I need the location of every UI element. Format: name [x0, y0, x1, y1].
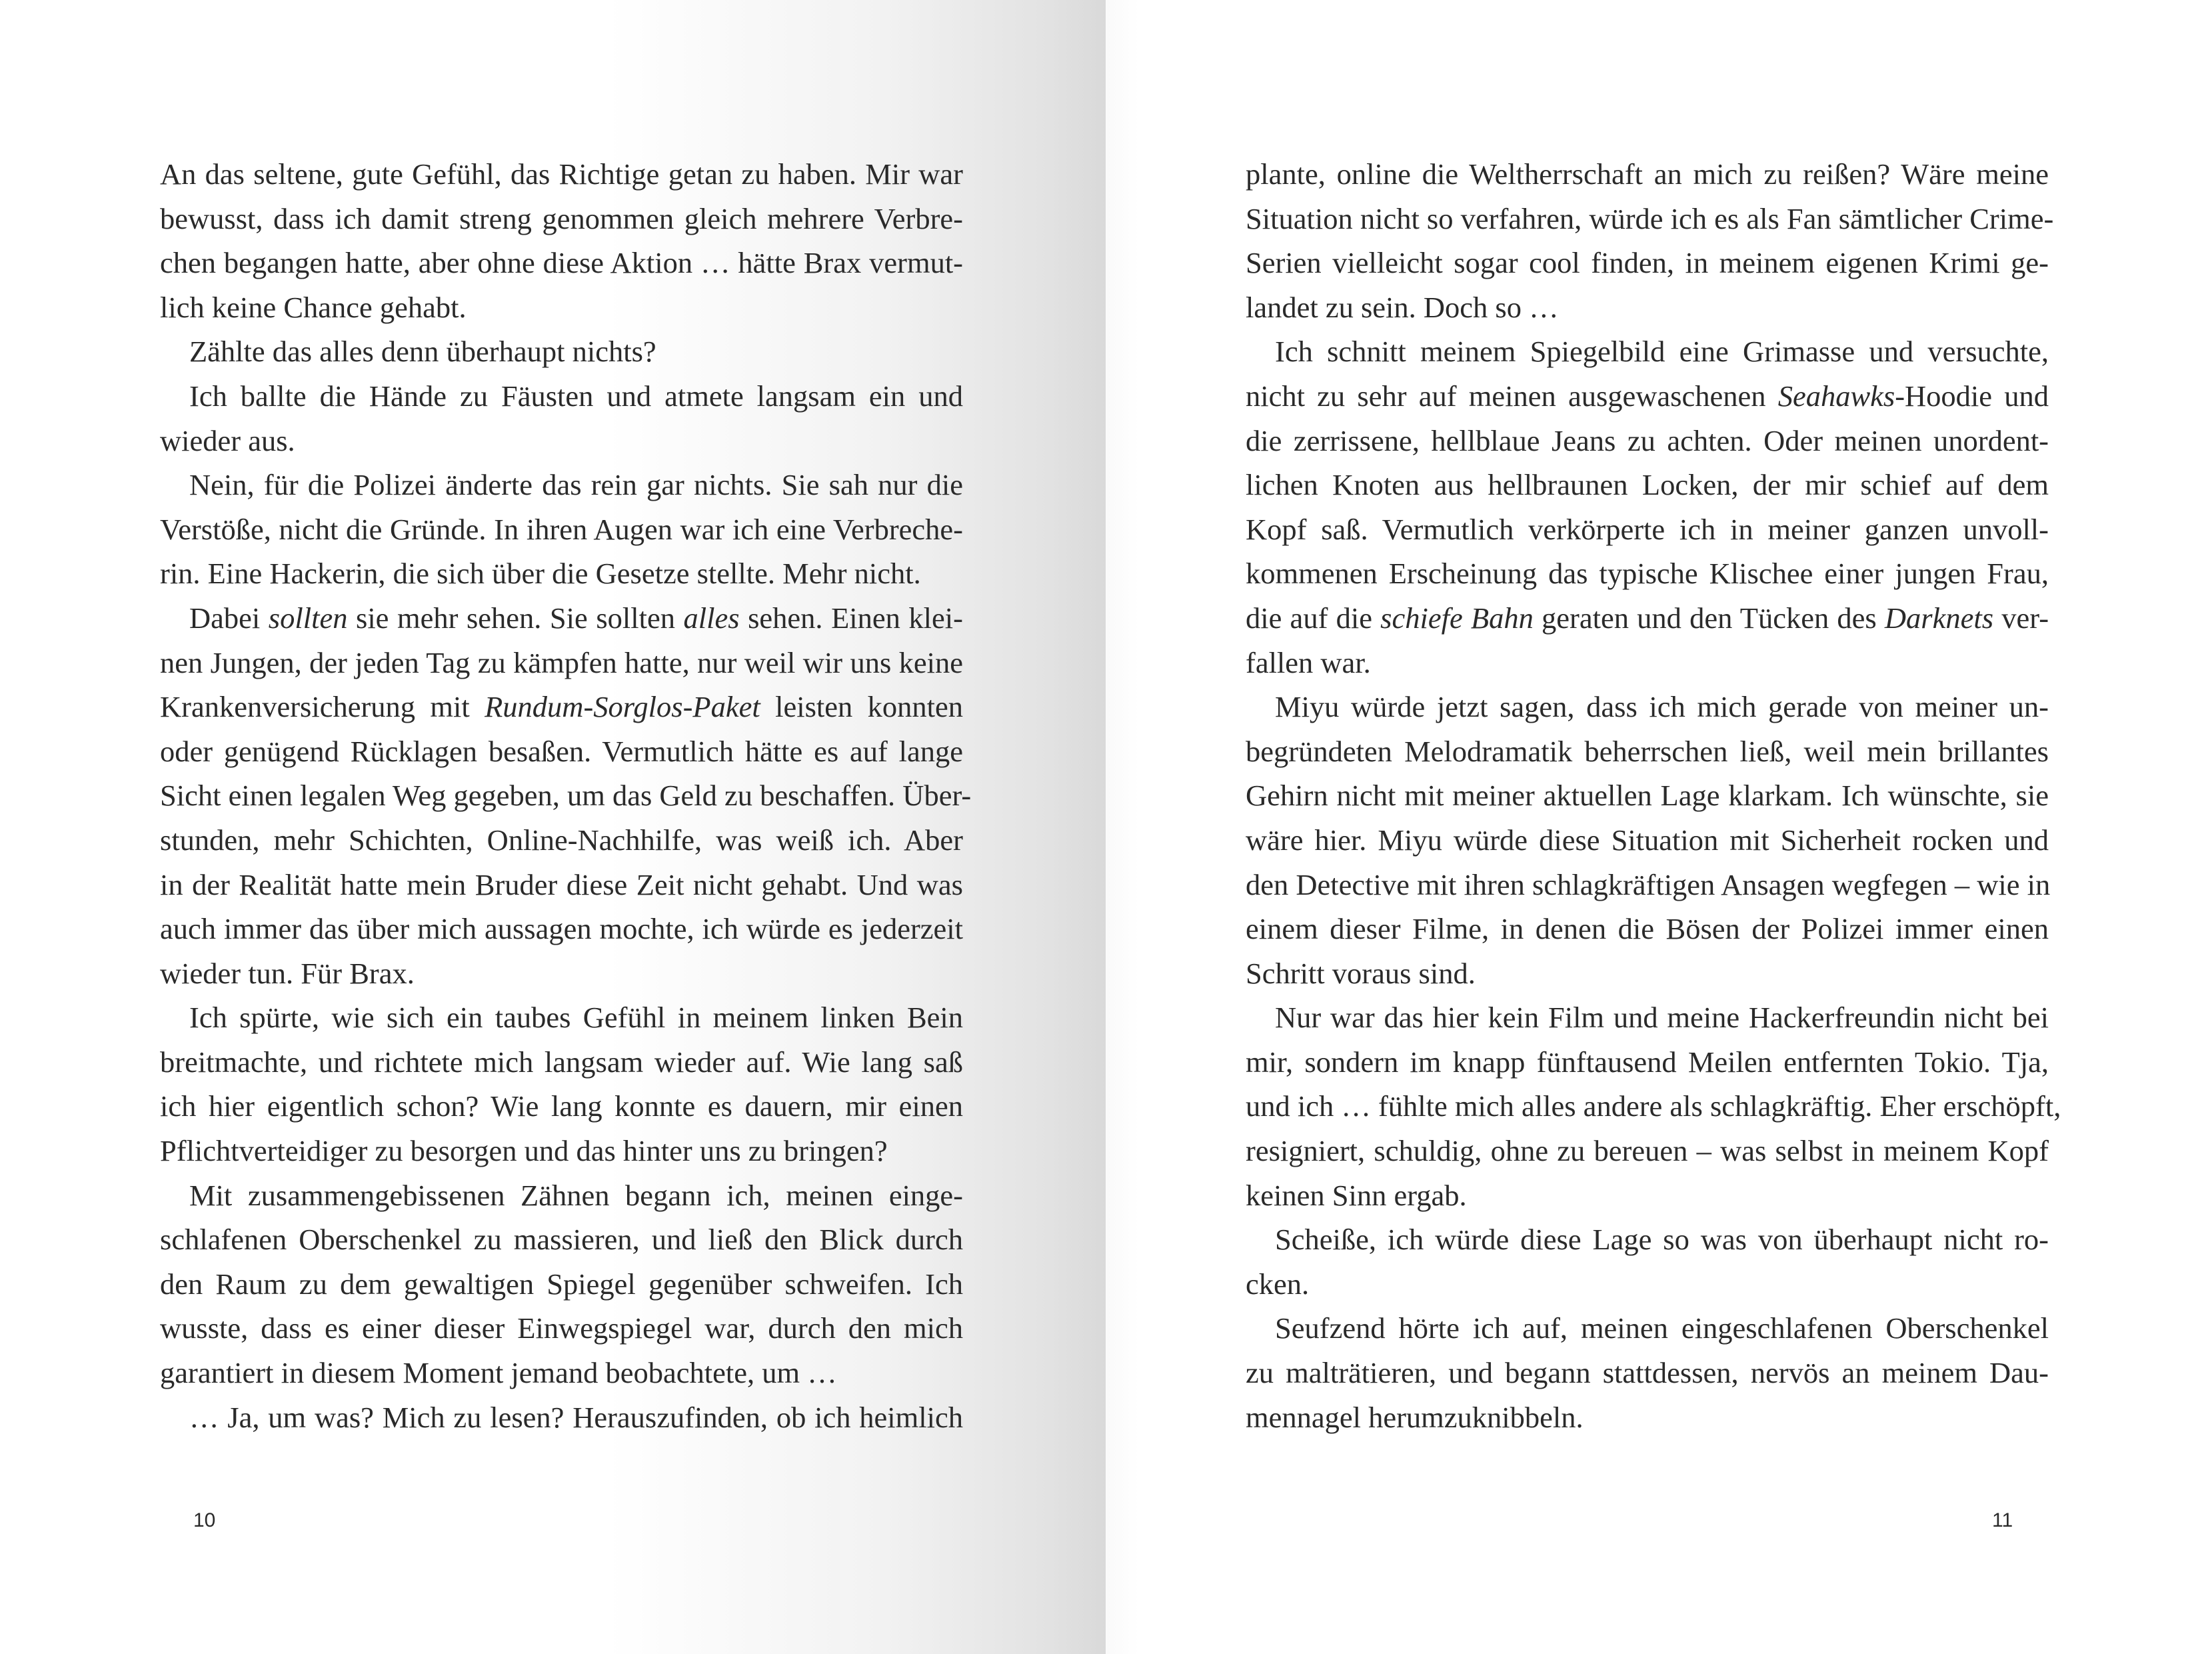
text-line: ich hier eigentlich schon? Wie lang konnte es dauern, mir einen — [160, 1089, 963, 1123]
text-line: Schritt voraus sind. — [1246, 956, 1476, 990]
text-line: Nein, für die Polizei änderte das rein gar nichts. Sie sah nur die — [189, 468, 963, 502]
text-line: Dabei sollten sie mehr sehen. Sie sollten alles sehen. Einen klei- — [189, 601, 963, 635]
text-line: die zerrissene, hellblaue Jeans zu achten. Oder meinen unordent- — [1246, 423, 2049, 457]
text-line: wäre hier. Miyu würde diese Situation mit Sicherheit rocken und — [1246, 823, 2049, 857]
text-line: mennagel herumzuknibbeln. — [1246, 1400, 1584, 1434]
text-line: Sicht einen legalen Weg gegeben, um das Geld zu beschaffen. Über- — [160, 779, 972, 813]
text-line: den Detective mit ihren schlagkräftigen Ansagen wegfegen – wie in — [1246, 867, 2051, 901]
text-line: breitmachte, und richtete mich langsam wieder auf. Wie lang saß — [160, 1045, 963, 1079]
text-line: plante, online die Weltherrschaft an mich zu reißen? Wäre meine — [1246, 157, 2049, 191]
text-line: Verstöße, nicht die Gründe. In ihren Augen war ich eine Verbreche- — [160, 512, 963, 546]
page-number: 10 — [193, 1509, 216, 1531]
text-line: Miyu würde jetzt sagen, dass ich mich gerade von meiner un- — [1275, 690, 2049, 724]
text-line: Ich schnitt meinem Spiegelbild eine Grimasse und versuchte, — [1275, 335, 2049, 369]
text-line: … Ja, um was? Mich zu lesen? Herauszufinden, ob ich heimlich — [189, 1400, 963, 1434]
text-line: auch immer das über mich aussagen mochte, ich würde es jederzeit — [160, 912, 963, 946]
page-number: 11 — [1992, 1509, 2013, 1531]
text-line: und ich … fühlte mich alles andere als schlagkräftig. Eher erschöpft, — [1246, 1089, 2061, 1123]
text-line: begründeten Melodramatik beherrschen ließ, weil mein brillantes — [1246, 734, 2049, 768]
text-line: lichen Knoten aus hellbraunen Locken, der mir schief auf dem — [1246, 468, 2049, 502]
text-line: landet zu sein. Doch so … — [1246, 290, 1559, 324]
text-line: Mit zusammengebissenen Zähnen begann ich, meinen einge- — [189, 1178, 963, 1212]
text-line: Ich spürte, wie sich ein taubes Gefühl in meinem linken Bein — [189, 1001, 963, 1035]
text-line: Seufzend hörte ich auf, meinen eingeschlafenen Oberschenkel — [1275, 1311, 2049, 1345]
text-line: Nur war das hier kein Film und meine Hackerfreundin nicht bei — [1275, 1001, 2049, 1035]
text-line: cken. — [1246, 1267, 1310, 1301]
text-line: bewusst, dass ich damit streng genommen gleich mehrere Verbre- — [160, 201, 963, 235]
text-line: oder genügend Rücklagen besaßen. Vermutlich hätte es auf lange — [160, 734, 963, 768]
text-line: wieder tun. Für Brax. — [160, 956, 415, 990]
text-line: chen begangen hatte, aber ohne diese Aktion … hätte Brax vermut- — [160, 246, 963, 280]
text-line: zu malträtieren, und begann stattdessen, nervös an meinem Dau- — [1246, 1356, 2049, 1390]
text-line: An das seltene, gute Gefühl, das Richtige getan zu haben. Mir war — [160, 157, 963, 191]
text-line: fallen war. — [1246, 645, 1371, 679]
text-line: Kopf saß. Vermutlich verkörperte ich in meiner ganzen unvoll- — [1246, 512, 2049, 546]
text-line: Krankenversicherung mit Rundum-Sorglos-Paket leisten konnten — [160, 690, 964, 724]
text-line: lich keine Chance gehabt. — [160, 290, 467, 324]
text-line: rin. Eine Hackerin, die sich über die Gesetze stellte. Mehr nicht. — [160, 557, 921, 591]
text-line: Gehirn nicht mit meiner aktuellen Lage klarkam. Ich wünschte, sie — [1246, 779, 2049, 813]
right-page-body — [1246, 152, 2061, 1439]
text-line: nicht zu sehr auf meinen ausgewaschenen Seahawks-Hoodie und — [1246, 379, 2049, 413]
text-line: Ich ballte die Hände zu Fäusten und atmete langsam ein und — [189, 379, 963, 413]
text-line: stunden, mehr Schichten, Online-Nachhilfe, was weiß ich. Aber — [160, 823, 963, 857]
right-page — [1106, 0, 2212, 1654]
text-line: Scheiße, ich würde diese Lage so was von überhaupt nicht ro- — [1275, 1223, 2049, 1257]
text-line: kommenen Erscheinung das typische Klischee einer jungen Frau, — [1246, 557, 2049, 591]
text-line: keinen Sinn ergab. — [1246, 1178, 1467, 1212]
text-line: einem dieser Filme, in denen die Bösen der Polizei immer einen — [1246, 912, 2049, 946]
text-line: in der Realität hatte mein Bruder diese Zeit nicht gehabt. Und was — [160, 867, 963, 901]
text-line: schlafenen Oberschenkel zu massieren, und ließ den Blick durch — [160, 1223, 963, 1257]
text-line: Situation nicht so verfahren, würde ich es als Fan sämtlicher Crime- — [1246, 201, 2054, 235]
text-line: resigniert, schuldig, ohne zu bereuen – was selbst in meinem Kopf — [1246, 1134, 2049, 1168]
text-line: mir, sondern im knapp fünftausend Meilen entfernten Tokio. Tja, — [1246, 1045, 2049, 1079]
text-line: wusste, dass es einer dieser Einwegspiegel war, durch den mich — [160, 1311, 963, 1345]
text-line: den Raum zu dem gewaltigen Spiegel gegenüber schweifen. Ich — [160, 1267, 963, 1301]
text-line: Serien vielleicht sogar cool finden, in meinem eigenen Krimi ge- — [1246, 246, 2049, 280]
text-line: garantiert in diesem Moment jemand beobachtete, um … — [160, 1356, 837, 1390]
text-line: die auf die schiefe Bahn geraten und den Tücken des Darknets ver- — [1246, 601, 2049, 635]
text-line: nen Jungen, der jeden Tag zu kämpfen hatte, nur weil wir uns keine — [160, 645, 963, 679]
left-page-body — [160, 152, 972, 1439]
text-line: wieder aus. — [160, 423, 295, 457]
text-line: Pflichtverteidiger zu besorgen und das hinter uns zu bringen? — [160, 1134, 888, 1168]
text-line: Zählte das alles denn überhaupt nichts? — [189, 335, 656, 369]
